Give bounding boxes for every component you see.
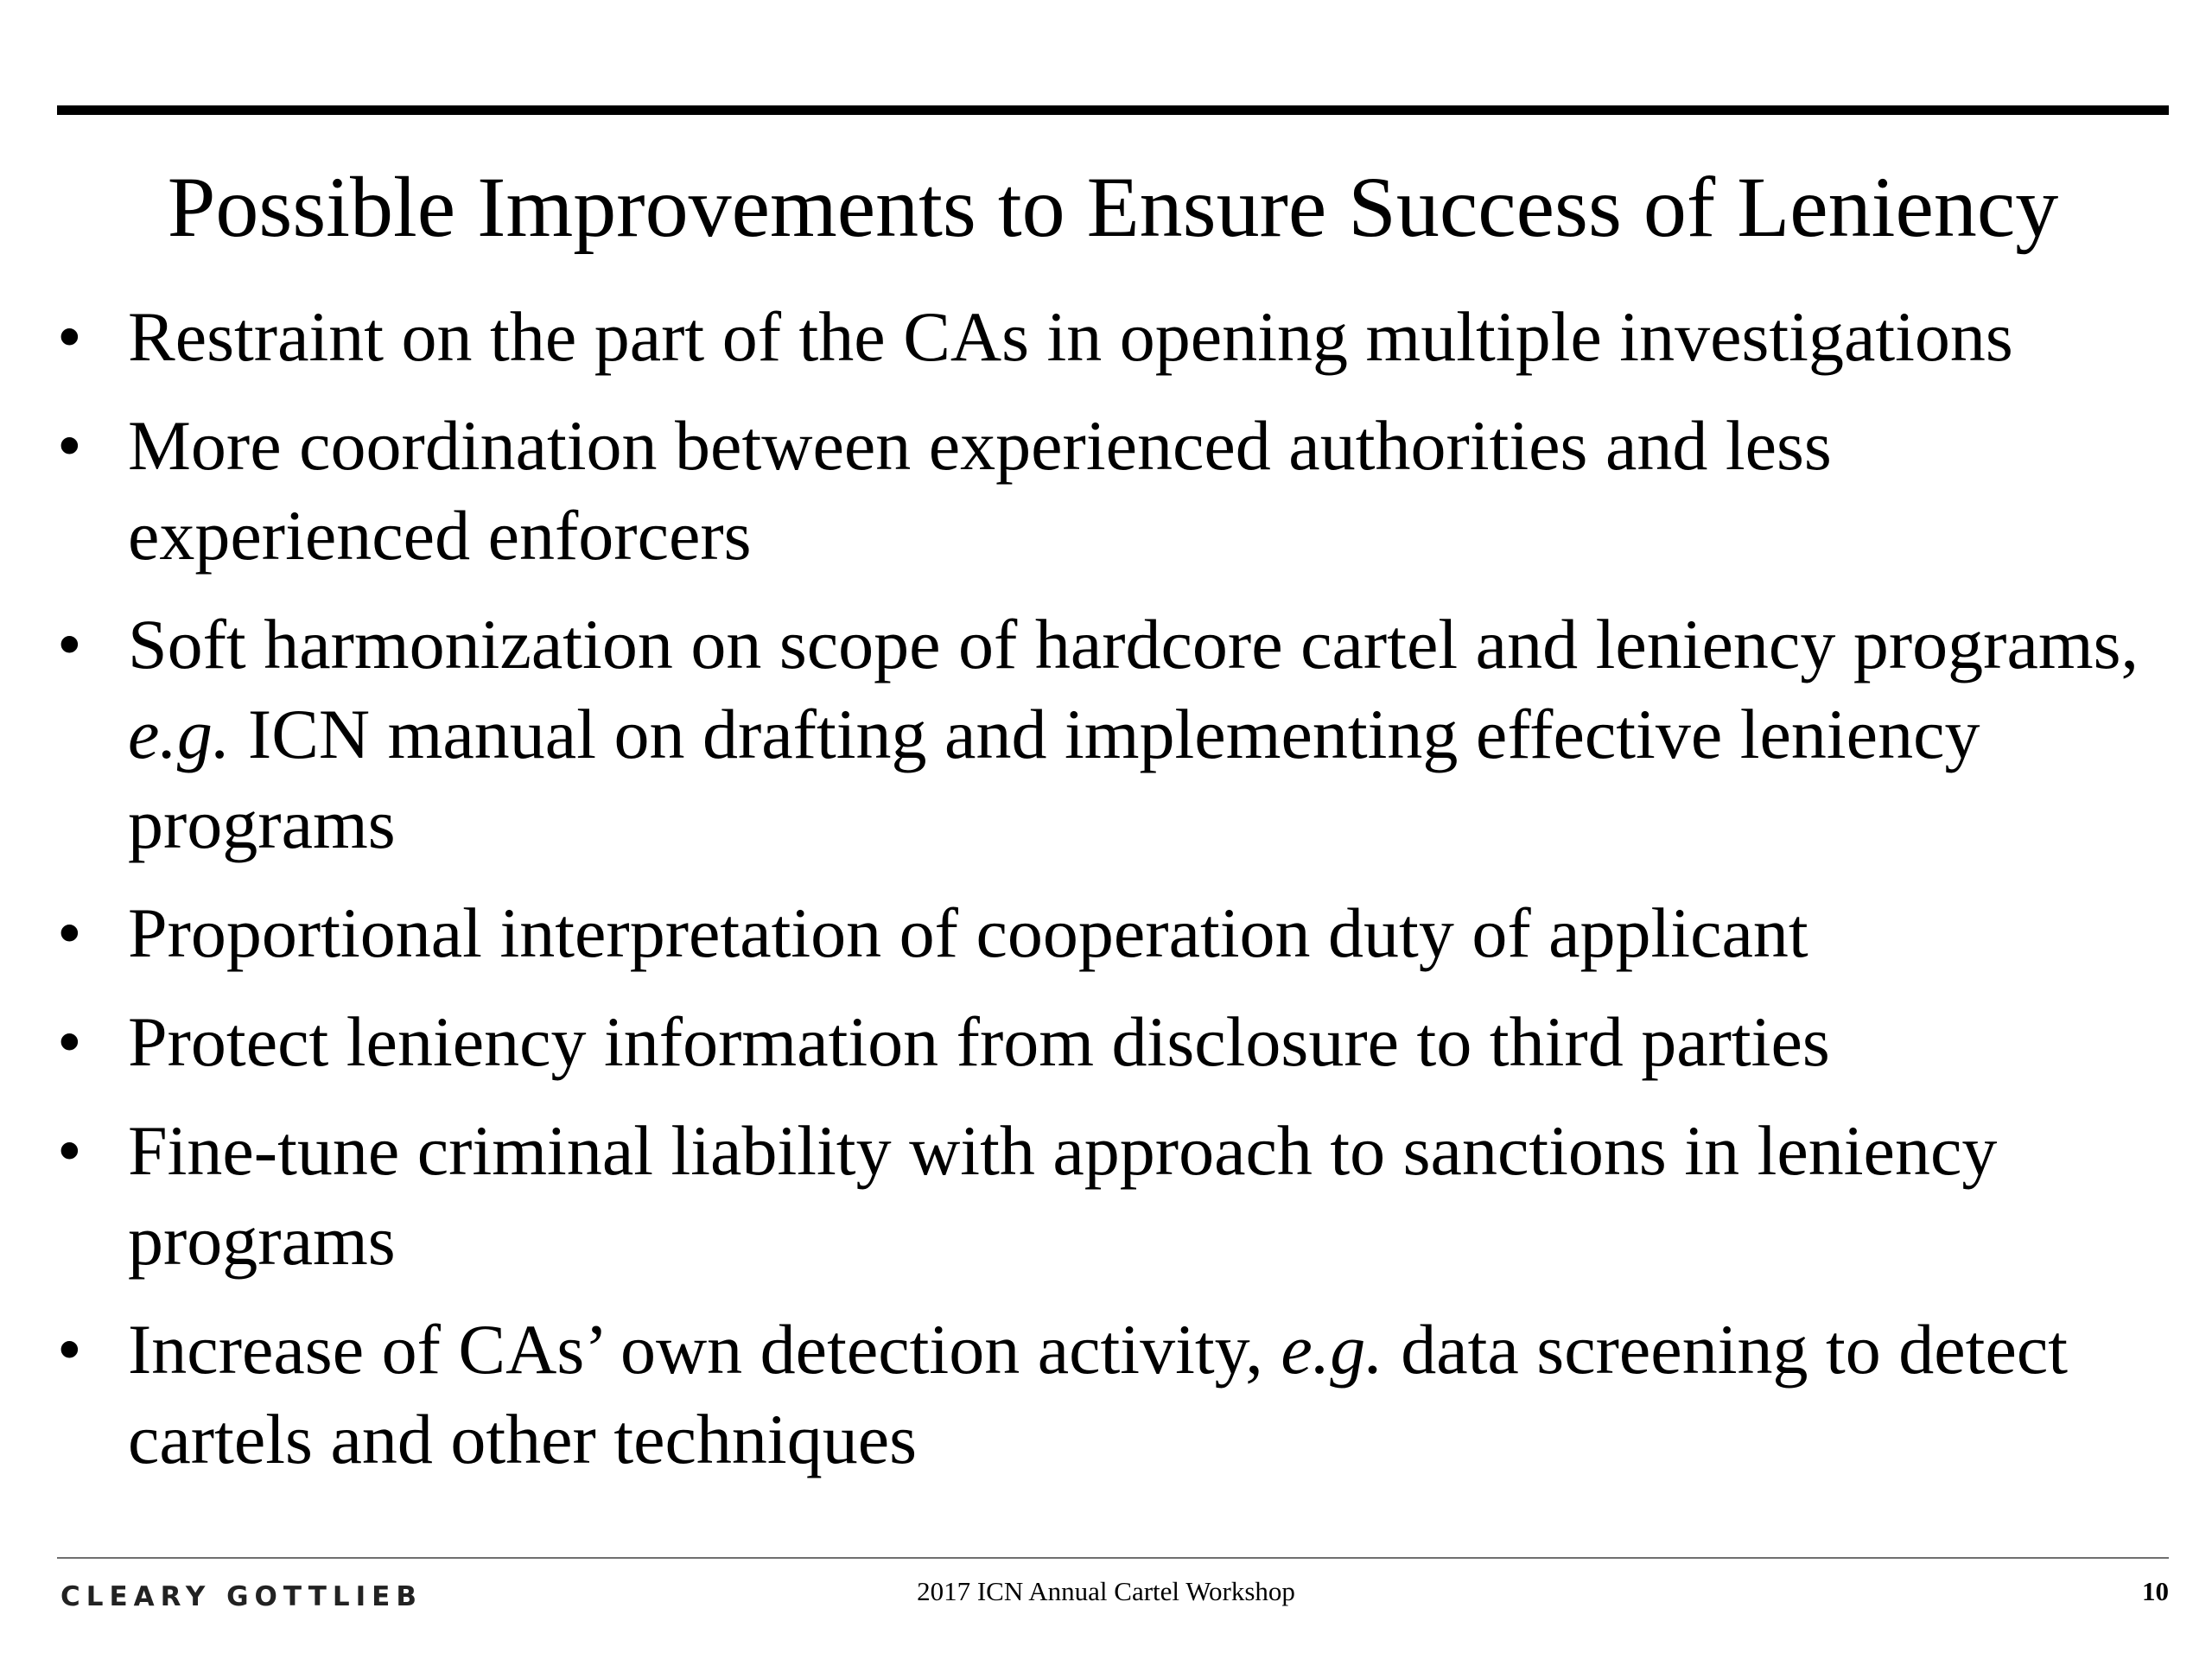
- footer-event-name: 2017 ICN Annual Cartel Workshop: [917, 1576, 1295, 1606]
- bullet-text-segment: Increase of CAs’ own detection activity,: [128, 1310, 1281, 1389]
- bullet-text-segment: Protect leniency information from disclosure to third parties: [128, 1002, 1830, 1081]
- bullet-text-italic: e.g.: [128, 695, 231, 773]
- bullet-text: [128, 893, 1808, 972]
- bullet-text: [128, 1002, 1830, 1081]
- bullet-item: [57, 888, 2165, 978]
- bullet-item: [57, 600, 2165, 869]
- footer-divider: [57, 1557, 2169, 1559]
- bullet-text-italic: e.g.: [1281, 1310, 1383, 1389]
- footer-brand-logo: CLEARY GOTTLIEB: [60, 1581, 423, 1612]
- bullet-point-icon: •: [57, 1002, 82, 1081]
- bullet-point-icon: •: [57, 893, 82, 972]
- bullet-text-segment: Restraint on the part of the CAs in opening multiple investigations: [128, 297, 2013, 376]
- bullet-text: [128, 1310, 2068, 1478]
- bullet-text-segment: Proportional interpretation of cooperation duty of applicant: [128, 893, 1808, 972]
- bullet-text-segment: Fine-tune criminal liability with approach to sanctions in leniency programs: [128, 1111, 1998, 1280]
- bullet-point-icon: •: [57, 1111, 82, 1190]
- bullet-item: [57, 1106, 2165, 1286]
- top-divider: [57, 105, 2169, 115]
- bullet-list: [57, 292, 2165, 1503]
- bullet-item: [57, 401, 2165, 581]
- bullet-item: [57, 997, 2165, 1087]
- bullet-text: [128, 406, 1832, 575]
- bullet-item: [57, 292, 2165, 382]
- bullet-text-segment: More coordination between experienced authorities and less experienced enforcers: [128, 406, 1832, 575]
- bullet-text: [128, 1111, 1997, 1280]
- slide-title: Possible Improvements to Ensure Success of Leniency: [167, 159, 2059, 255]
- bullet-text-segment: ICN manual on drafting and implementing effective leniency programs: [128, 695, 1980, 863]
- page-number: 10: [2142, 1576, 2169, 1606]
- bullet-text: [128, 605, 2139, 863]
- bullet-item: [57, 1305, 2165, 1484]
- bullet-text: [128, 297, 2013, 376]
- bullet-point-icon: •: [57, 605, 82, 683]
- bullet-text-segment: Soft harmonization on scope of hardcore cartel and leniency programs,: [128, 605, 2139, 683]
- bullet-point-icon: •: [57, 406, 82, 485]
- bullet-text-segment: data screening to detect cartels and other techniques: [128, 1310, 2069, 1478]
- bullet-point-icon: •: [57, 297, 82, 376]
- bullet-point-icon: •: [57, 1310, 82, 1389]
